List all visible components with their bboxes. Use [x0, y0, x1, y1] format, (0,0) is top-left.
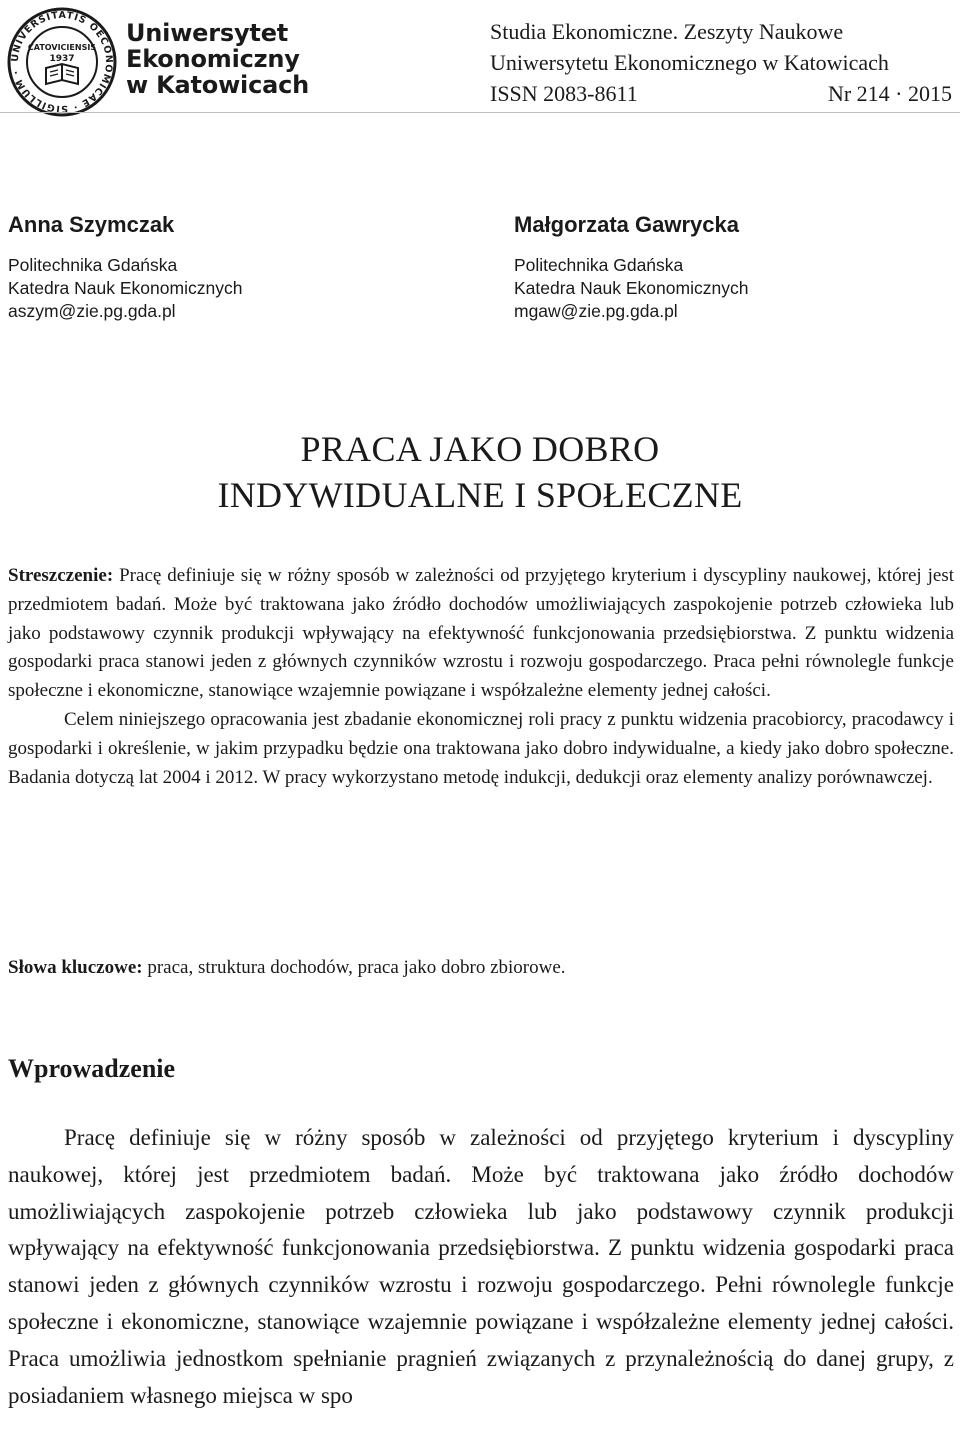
author-block-2: [514, 210, 748, 323]
author-department: Katedra Nauk Ekonomicznych: [514, 278, 749, 298]
abstract-label: Streszczenie:: [8, 565, 114, 586]
author-name: Małgorzata Gawrycka: [514, 212, 739, 237]
university-name-line-3: w Katowicach: [126, 71, 310, 99]
abstract-paragraph-1: [8, 562, 954, 706]
author-affiliation: [8, 254, 242, 323]
svg-text:CATOVICIENSIS: CATOVICIENSIS: [27, 43, 97, 52]
header-divider: [0, 112, 960, 113]
abstract: [8, 562, 954, 792]
university-name-line-1: Uniwersytet: [126, 19, 289, 47]
author-email: aszym@zie.pg.gda.pl: [8, 301, 176, 321]
author-affiliation: [514, 254, 748, 323]
journal-issue-row: [490, 78, 952, 109]
author-department: Katedra Nauk Ekonomicznych: [8, 278, 243, 298]
author-email: mgaw@zie.pg.gda.pl: [514, 301, 678, 321]
university-logotype: [126, 20, 309, 98]
svg-text:1937: 1937: [49, 54, 75, 64]
paper-title: [0, 426, 960, 518]
author-block-1: [8, 210, 242, 323]
journal-publisher: Uniwersytetu Ekonomicznego w Katowicach: [490, 50, 889, 75]
author-institution: Politechnika Gdańska: [514, 255, 684, 275]
journal-issn: ISSN 2083-8611: [490, 81, 638, 106]
university-name-line-2: Ekonomiczny: [126, 45, 300, 73]
journal-header: [490, 16, 952, 109]
author-institution: Politechnika Gdańska: [8, 255, 178, 275]
svg-text:UNIVERSITATIS OECONOMICAE · SI: UNIVERSITATIS OECONOMICAE · SIGILLUM ·: [9, 9, 115, 115]
keywords: [8, 954, 954, 982]
journal-title: Studia Ekonomiczne. Zeszyty Naukowe: [490, 19, 844, 44]
paper-title-line-2: INDYWIDUALNE I SPOŁECZNE: [217, 475, 743, 515]
abstract-text-1: Pracę definiuje się w różny sposób w zależności od przyjętego kryterium i dyscypliny naukowej, której jest przedmiotem badań. Może być traktowana jako źródło dochodów umożliwiających zaspokojenie potrzeb człowieka lub jako podstawowy czynnik produkcji wpływający na efektywność funkcjonowania przedsiębiorstwa. Z punktu widzenia gospodarki praca stanowi jeden z głównych czynników wzrostu i rozwoju gospodarczego. Praca pełni równolegle funkcje społeczne i ekonomiczne, stanowiące wzajemnie powiązane i współzależne elementy jednej całości.: [8, 565, 954, 702]
author-name: Anna Szymczak: [8, 212, 175, 237]
keywords-label: Słowa kluczowe:: [8, 957, 143, 978]
introduction-paragraph: Pracę definiuje się w różny sposób w zależności od przyjętego kryterium i dyscypliny naukowej, której jest przedmiotem badań. Może być traktowana jako źródło dochodów umożliwiających zaspokojenie potrzeb człowieka lub jako podstawowy czynnik produkcji wpływający na efektywność funkcjonowania przedsiębiorstwa. Z punktu widzenia gospodarki praca stanowi jeden z głównych czynników wzrostu i rozwoju gospodarczego. Pełni równolegle funkcje społeczne i ekonomiczne, stanowiące wzajemnie powiązane i współzależne elementy jednej całości. Praca umożliwia jednostkom spełnianie pragnień związanych z przynależnością do danej grupy, z posiadaniem własnego miejsca w spo: [8, 1125, 954, 1408]
section-heading-introduction: Wprowadzenie: [8, 1054, 176, 1083]
university-seal-logo: [6, 6, 118, 118]
paper-title-line-1: PRACA JAKO DOBRO: [300, 429, 660, 469]
abstract-paragraph-2: Celem niniejszego opracowania jest zbadanie ekonomicznej roli pracy z punktu widzenia pracobiorcy, pracodawcy i gospodarki i określenie, w jakim przypadku będzie ona traktowana jako dobro indywidualne, a kiedy jako dobro społeczne. Badania dotyczą lat 2004 i 2012. W pracy wykorzystano metodę indukcji, dedukcji oraz elementy analizy porównawczej.: [8, 708, 954, 788]
journal-issue-number: Nr 214 · 2015: [827, 81, 952, 106]
keywords-text: praca, struktura dochodów, praca jako dobro zbiorowe.: [142, 957, 566, 978]
